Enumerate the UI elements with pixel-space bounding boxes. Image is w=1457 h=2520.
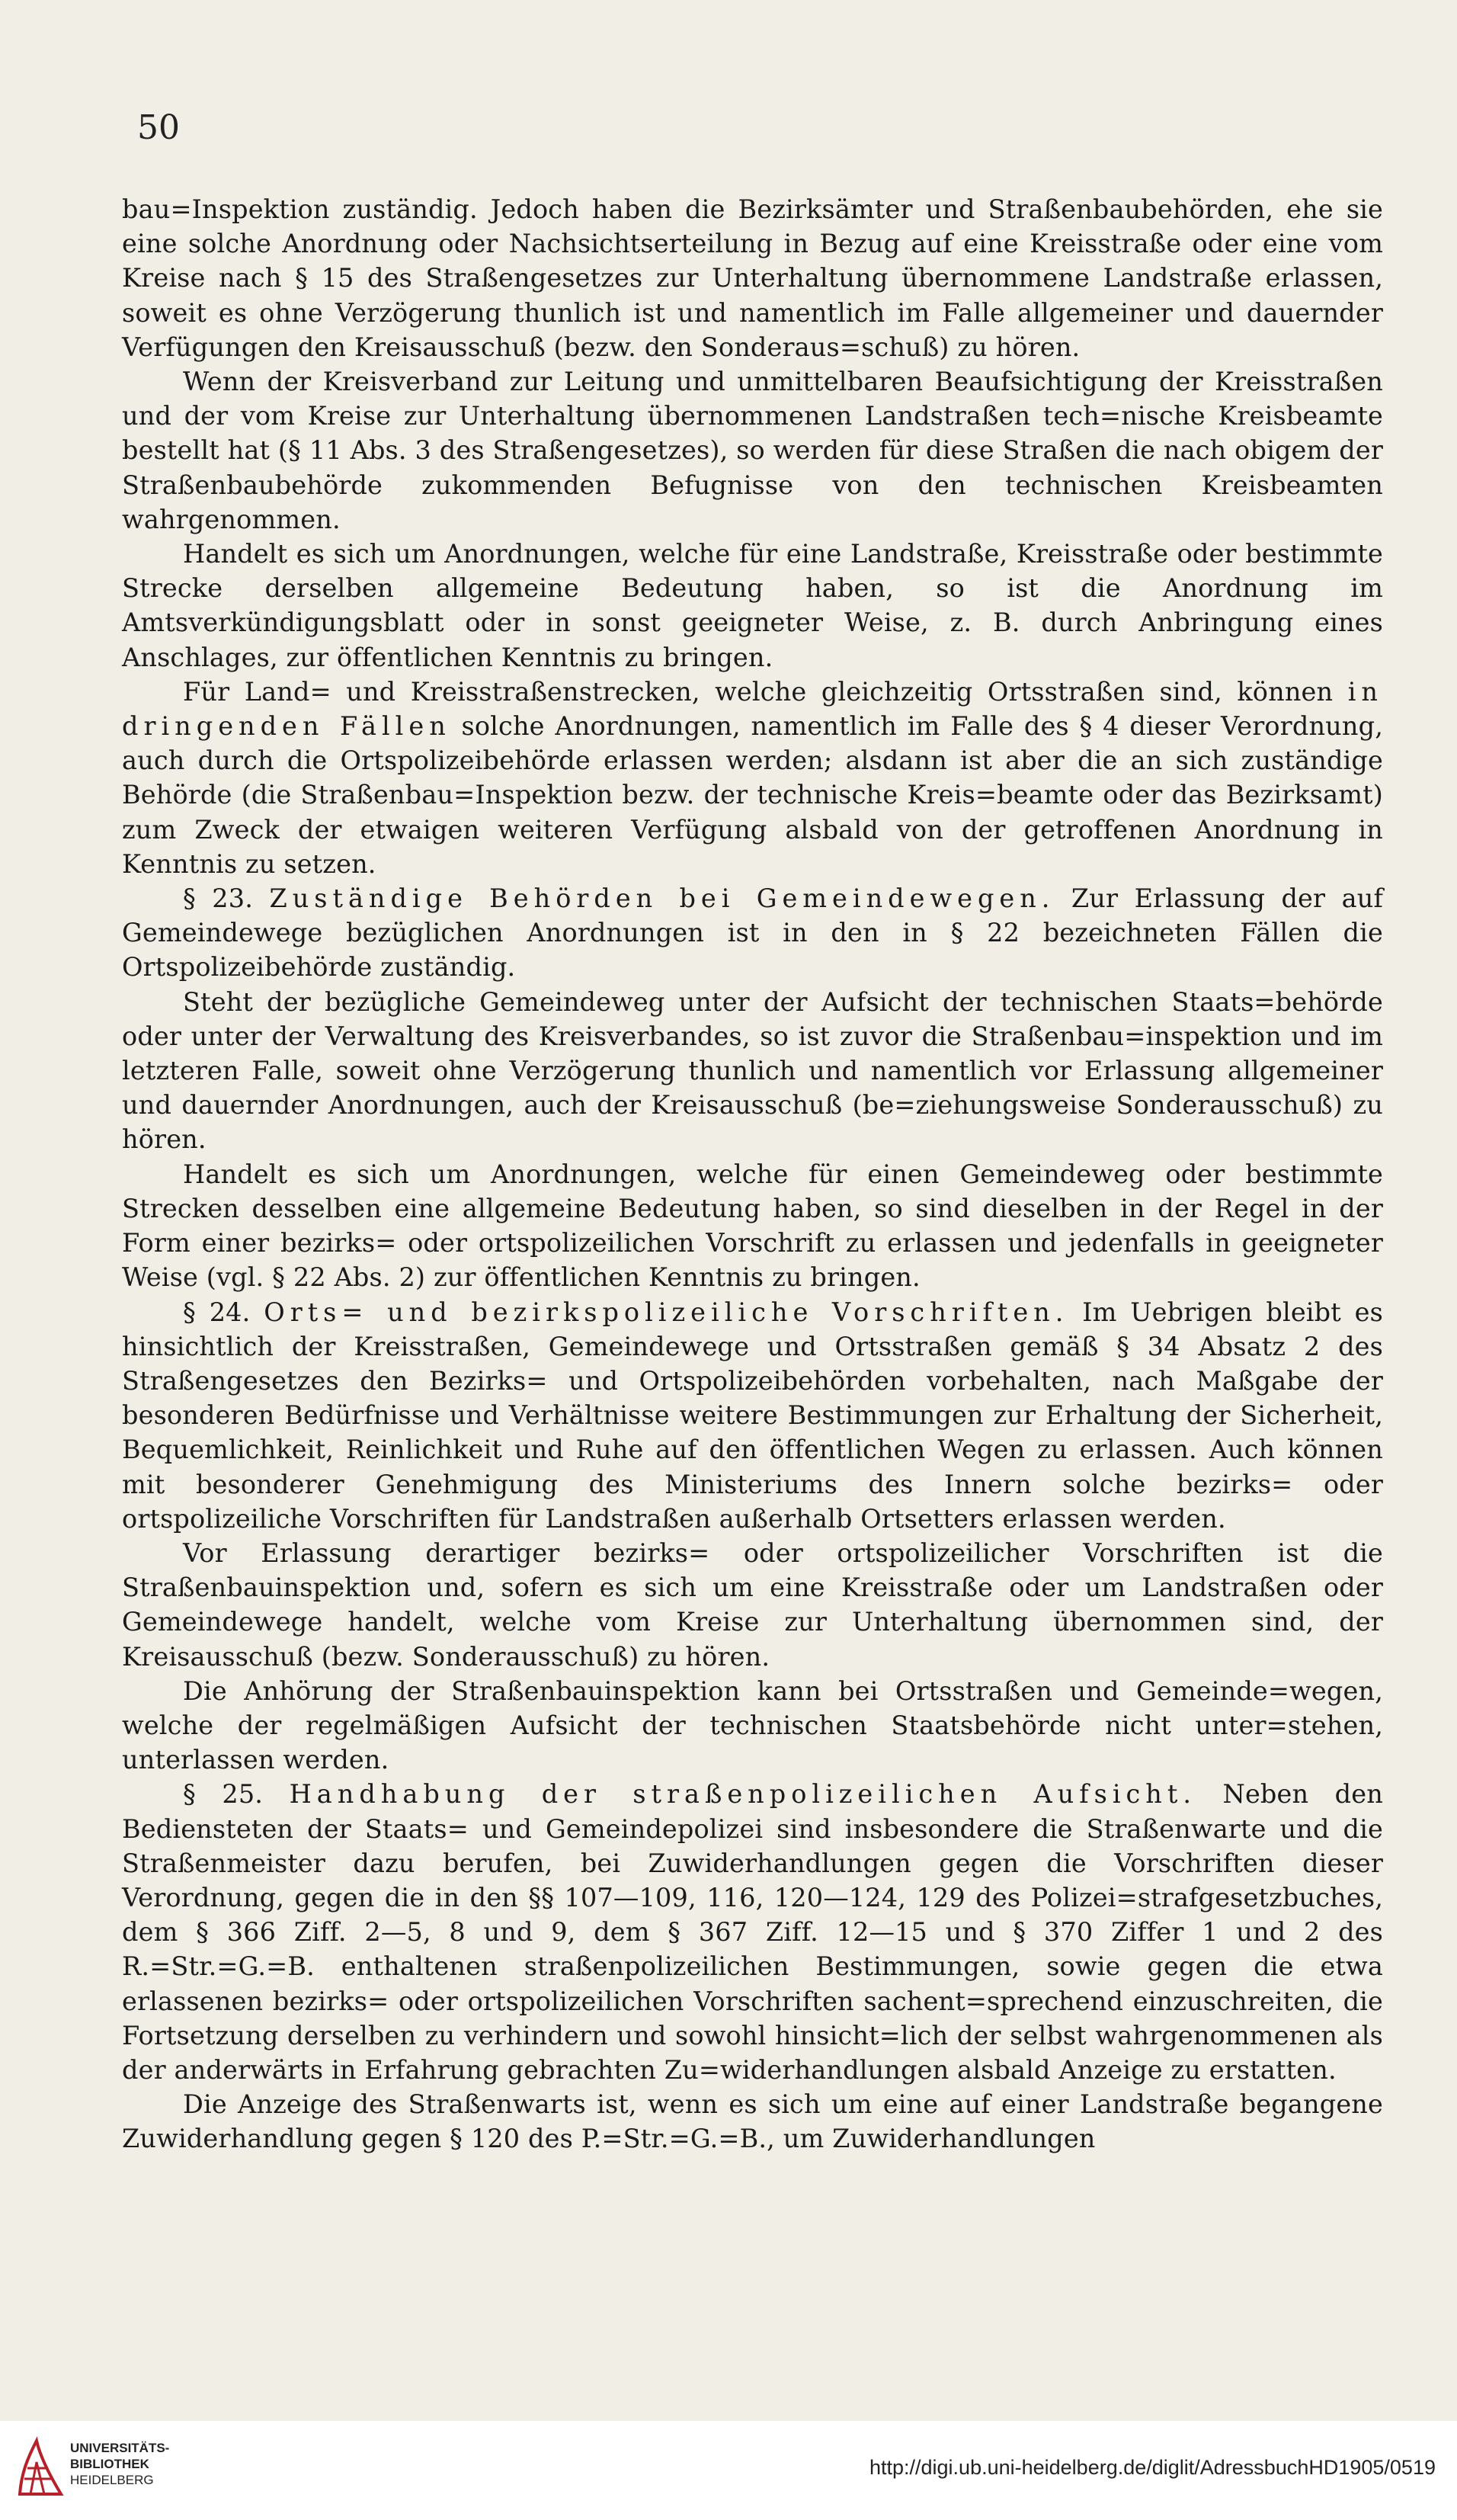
library-logo-icon	[14, 2432, 67, 2500]
library-name	[70, 2440, 169, 2488]
paragraph	[122, 192, 1383, 364]
library-line-3: HEIDELBERG	[70, 2473, 154, 2487]
section-heading: Orts= und bezirkspolizeiliche Vorschriften.	[264, 1297, 1069, 1327]
paragraph-text: Handelt es sich um Anordnungen, welche für einen Gemeindeweg oder bestimmte Strecken desselben eine allgemeine Bedeutung haben, so sind dieselben in der Regel in der Form einer bezirks= oder ortspolizeilichen Vorschrift zu erlassen und jedenfalls in geeigneter Weise (vgl. § 22 Abs. 2) zur öffentlichen Kenntnis zu bringen.	[122, 1159, 1383, 1293]
paragraph-text: Steht der bezügliche Gemeindeweg unter der Aufsicht der technischen Staats=behörde oder unter der Verwaltung des Kreisverbandes, so ist zuvor die Straßenbau=inspektion und im letzteren Falle, soweit ohne Verzögerung thunlich und namentlich vor Erlassung allgemeiner und dauernder Anordnungen, auch der Kreisausschuß (be=ziehungsweise Sonderausschuß) zu hören.	[122, 986, 1383, 1155]
library-line-2: BIBLIOTHEK	[70, 2457, 149, 2471]
page-number: 50	[137, 108, 180, 147]
paragraph-text: § 23.	[183, 883, 270, 914]
library-line-1: UNIVERSITÄTS-	[70, 2441, 170, 2455]
paragraph	[122, 1777, 1383, 2087]
paragraph	[122, 675, 1383, 881]
body-text	[122, 192, 1383, 2156]
paragraph-text: Neben den Bediensteten der Staats= und Gemeindepolizei sind insbesondere die Straßenwarte und die Straßenmeister dazu berufen, bei Zuwiderhandlungen gegen die Vorschriften dieser Verordnung, gegen die in den §§ 107—109, 116, 120—124, 129 des Polizei=strafgesetzbuches, dem § 366 Ziff. 2—5, 8 und 9, dem § 367 Ziff. 12—15 und § 370 Ziffer 1 und 2 des R.=Str.=G.=B. enthaltenen straßenpolizeilichen Bestimmungen, sowie gegen die etwa erlassenen bezirks= oder ortspolizeilichen Vorschriften sachent=sprechend einzuschreiten, die Fortsetzung derselben zu verhindern und sowohl hinsicht=lich der selbst wahrgenommenen als der anderwärts in Erfahrung gebrachten Zu=widerhandlungen alsbald Anzeige zu erstatten.	[122, 1779, 1383, 2085]
section-heading: Handhabung der straßenpolizeilichen Aufsicht.	[289, 1779, 1196, 1810]
paragraph	[122, 537, 1383, 675]
paragraph	[122, 2087, 1383, 2156]
paragraph	[122, 985, 1383, 1157]
paragraph-text: § 25.	[183, 1779, 290, 1810]
paragraph	[122, 1674, 1383, 1778]
source-url-link[interactable]: http://digi.ub.uni-heidelberg.de/diglit/AdressbuchHD1905/0519	[869, 2456, 1436, 2479]
paragraph	[122, 1157, 1383, 1295]
paragraph	[122, 1536, 1383, 1674]
section-heading: Zuständige Behörden bei Gemeindewegen.	[269, 883, 1055, 914]
section-heading: in dringenden Fällen	[122, 676, 1383, 742]
paragraph-text: Die Anzeige des Straßenwarts ist, wenn es sich um eine auf einer Landstraße begangene Zuwiderhandlung gegen § 120 des P.=Str.=G.=B., um Zuwiderhandlungen	[122, 2089, 1383, 2154]
paragraph-text: bau=Inspektion zuständig. Jedoch haben die Bezirksämter und Straßenbaubehörden, ehe sie eine solche Anordnung oder Nachsichtserteilung in Bezug auf eine Kreisstraße oder eine vom Kreise nach § 15 des Straßengesetzes zur Unterhaltung übernommene Landstraße erlassen, soweit es ohne Verzögerung thunlich ist und namentlich im Falle allgemeiner und dauernder Verfügungen den Kreisausschuß (bezw. den Sonderaus=schuß) zu hören.	[122, 194, 1383, 362]
paragraph-text: solche Anordnungen, namentlich im Falle des § 4 dieser Verordnung, auch durch die Ortspolizeibehörde erlassen werden; alsdann ist aber die an sich zuständige Behörde (die Straßenbau=Inspektion bezw. der technische Kreis=beamte oder das Bezirksamt) zum Zweck der etwaigen weiteren Verfügung alsbald von der getroffenen Anordnung in Kenntnis zu setzen.	[122, 711, 1384, 879]
paragraph-text: Im Uebrigen bleibt es hinsichtlich der Kreisstraßen, Gemeindewege und Ortsstraßen gemäß § 34 Absatz 2 des Straßengesetzes den Bezirks= und Ortspolizeibehörden vorbehalten, nach Maßgabe der besonderen Bedürfnisse und Verhältnisse weitere Bestimmungen zur Erhaltung der Sicherheit, Bequemlichkeit, Reinlichkeit und Ruhe auf den öffentlichen Wegen zu erlassen. Auch können mit besonderer Genehmigung des Ministeriums des Innern solche bezirks= oder ortspolizeiliche Vorschriften für Landstraßen außerhalb Ortsetters erlassen werden.	[122, 1297, 1383, 1534]
paragraph-text: Für Land= und Kreisstraßenstrecken, welche gleichzeitig Ortsstraßen sind, können	[183, 676, 1348, 707]
paragraph	[122, 1295, 1383, 1536]
paragraph	[122, 881, 1383, 985]
paragraph-text: Handelt es sich um Anordnungen, welche für eine Landstraße, Kreisstraße oder bestimmte Strecke derselben allgemeine Bedeutung haben, so ist die Anordnung im Amtsverkündigungsblatt oder in sonst geeigneter Weise, z. B. durch Anbringung eines Anschlages, zur öffentlichen Kenntnis zu bringen.	[122, 539, 1383, 672]
paragraph-text: Die Anhörung der Straßenbauinspektion kann bei Ortsstraßen und Gemeinde=wegen, welche der regelmäßigen Aufsicht der technischen Staatsbehörde nicht unter=stehen, unterlassen werden.	[122, 1675, 1383, 1775]
paragraph	[122, 364, 1383, 537]
paragraph-text: § 24.	[183, 1297, 264, 1327]
paragraph-text: Wenn der Kreisverband zur Leitung und unmittelbaren Beaufsichtigung der Kreisstraßen und der vom Kreise zur Unterhaltung übernommenen Landstraßen tech=nische Kreisbeamte bestellt hat (§ 11 Abs. 3 des Straßengesetzes), so werden für diese Straßen die nach obigem der Straßenbaubehörde zukommenden Befugnisse von den technischen Kreisbeamten wahrgenommen.	[122, 367, 1383, 534]
paragraph-text: Vor Erlassung derartiger bezirks= oder ortspolizeilicher Vorschriften ist die Straßenbauinspektion und, sofern es sich um eine Kreisstraße oder um Landstraßen oder Gemeindewege handelt, welche vom Kreise zur Unterhaltung übernommen sind, der Kreisausschuß (bezw. Sonderausschuß) zu hören.	[122, 1537, 1383, 1672]
paragraph-text: Zur Erlassung der auf Gemeindewege bezüglichen Anordnungen ist in den in § 22 bezeichneten Fällen die Ortspolizeibehörde zuständig.	[122, 883, 1383, 983]
